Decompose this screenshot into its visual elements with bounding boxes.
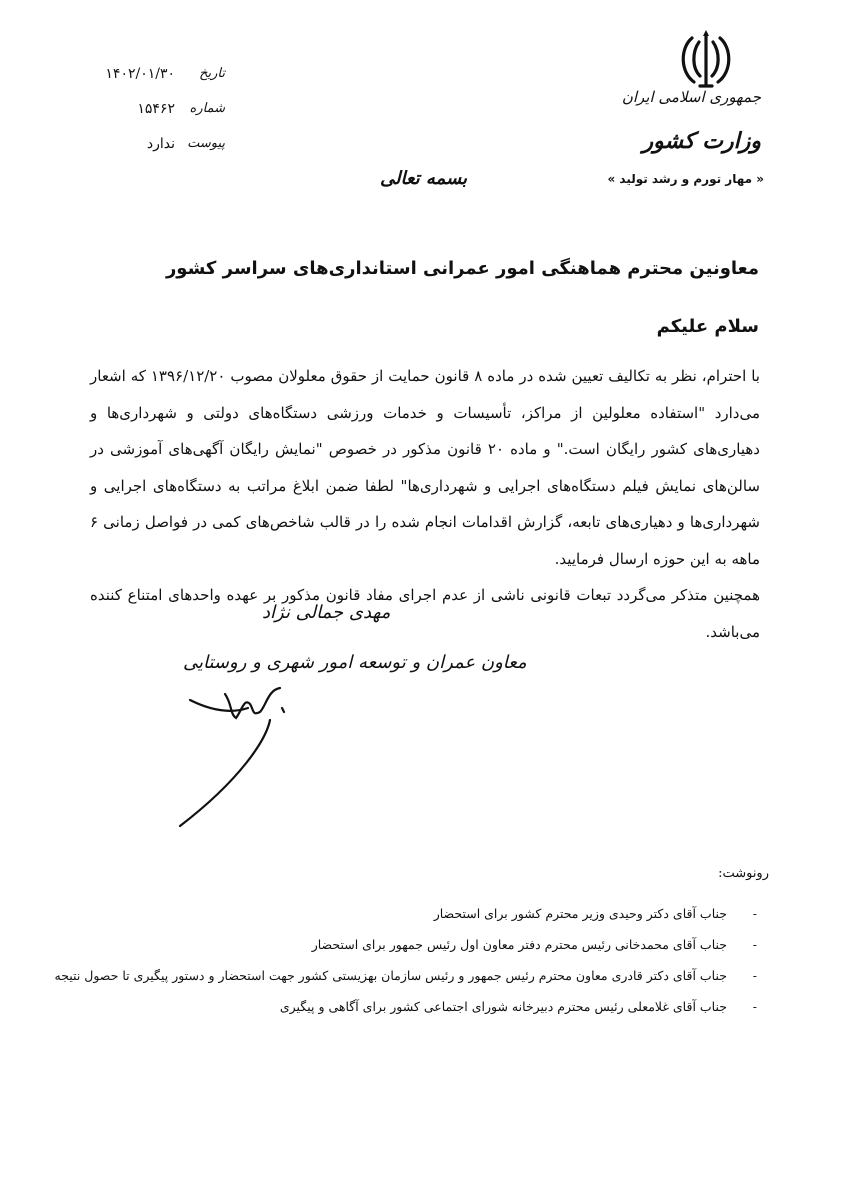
addressee: معاونین محترم هماهنگی امور عمرانی استانداری‌های سراسر کشور	[165, 258, 759, 279]
cc-bullet: -	[752, 937, 757, 952]
basmala: بسمه تعالی	[380, 168, 468, 189]
ministry-name: وزارت کشور	[642, 128, 761, 154]
number-label: شماره	[189, 101, 225, 116]
cc-item	[54, 966, 757, 997]
signer-name: مهدی جمالی نژاد	[262, 602, 391, 623]
cc-item	[69, 997, 757, 1028]
cc-bullet: -	[752, 906, 757, 921]
cc-list	[54, 904, 757, 1028]
cc-item-text: جناب آقای محمدخانی رئیس محترم دفتر معاون اول رئیس جمهور برای استحضار	[311, 937, 727, 952]
cc-title: رونوشت:	[718, 866, 769, 881]
country-name: جمهوری اسلامی ایران	[621, 88, 761, 106]
greeting: سلام علیکم	[656, 316, 759, 337]
iran-emblem-icon	[678, 30, 734, 90]
handwritten-signature	[170, 680, 310, 830]
cc-item	[69, 904, 757, 935]
number-row	[100, 101, 250, 123]
attachment-value: ندارد	[146, 136, 175, 152]
letter-body	[90, 358, 760, 650]
date-label: تاریخ	[199, 66, 225, 81]
body-paragraph: با احترام، نظر به تکالیف تعیین شده در ماده ۸ قانون حمایت از حقوق معلولان مصوب ۱۳۹۶/۱۲/۲۰ که اشعار می‌دارد "استفاده معلولین از مراکز، تأسیسات و خدمات ورزشی دستگاه‌های دولتی و شهرداری‌ها و دهیاری‌های کشور رایگان است." و ماده ۲۰ قانون مذکور در خصوص "نمایش رایگان آگهی‌های آموزشی در سالن‌های نمایش فیلم دستگاه‌های اجرایی و شهرداری‌ها" لطفا ضمن ابلاغ مراتب به دستگاه‌های اجرایی و شهرداری‌ها و دهیاری‌های تابعه، گزارش اقدامات انجام شده را در قالب شاخص‌های کمی در فواصل زمانی ۶ ماهه به این حوزه ارسال فرمایید.	[90, 367, 760, 568]
attachment-label: پیوست	[187, 136, 225, 151]
slogan: « مهار تورم و رشد تولید »	[607, 172, 764, 186]
cc-bullet: -	[752, 999, 757, 1014]
number-value: ۱۵۴۶۲	[137, 101, 175, 117]
body-paragraph: همچنین متذکر می‌گردد تبعات قانونی ناشی از عدم اجرای مفاد قانون مذکور بر عهده واحدهای امتناع کننده می‌باشد.	[90, 586, 760, 641]
signer-title: معاون عمران و توسعه امور شهری و روستایی	[183, 652, 527, 673]
cc-item-text: جناب آقای غلامعلی رئیس محترم دبیرخانه شورای اجتماعی کشور برای آگاهی و پیگیری	[279, 999, 727, 1014]
date-value: ۱۴۰۲/۰۱/۳۰	[105, 66, 175, 82]
cc-item-text: جناب آقای دکتر وحیدی وزیر محترم کشور برای استحضار	[433, 906, 727, 921]
cc-item-text: جناب آقای دکتر قادری معاون محترم رئیس جمهور و رئیس سازمان بهزیستی کشور جهت استحضار و دستور پیگیری تا حصول نتیجه	[54, 968, 727, 983]
date-row	[100, 66, 250, 88]
cc-bullet: -	[752, 968, 757, 983]
attachment-row	[100, 136, 250, 158]
cc-item	[69, 935, 757, 966]
